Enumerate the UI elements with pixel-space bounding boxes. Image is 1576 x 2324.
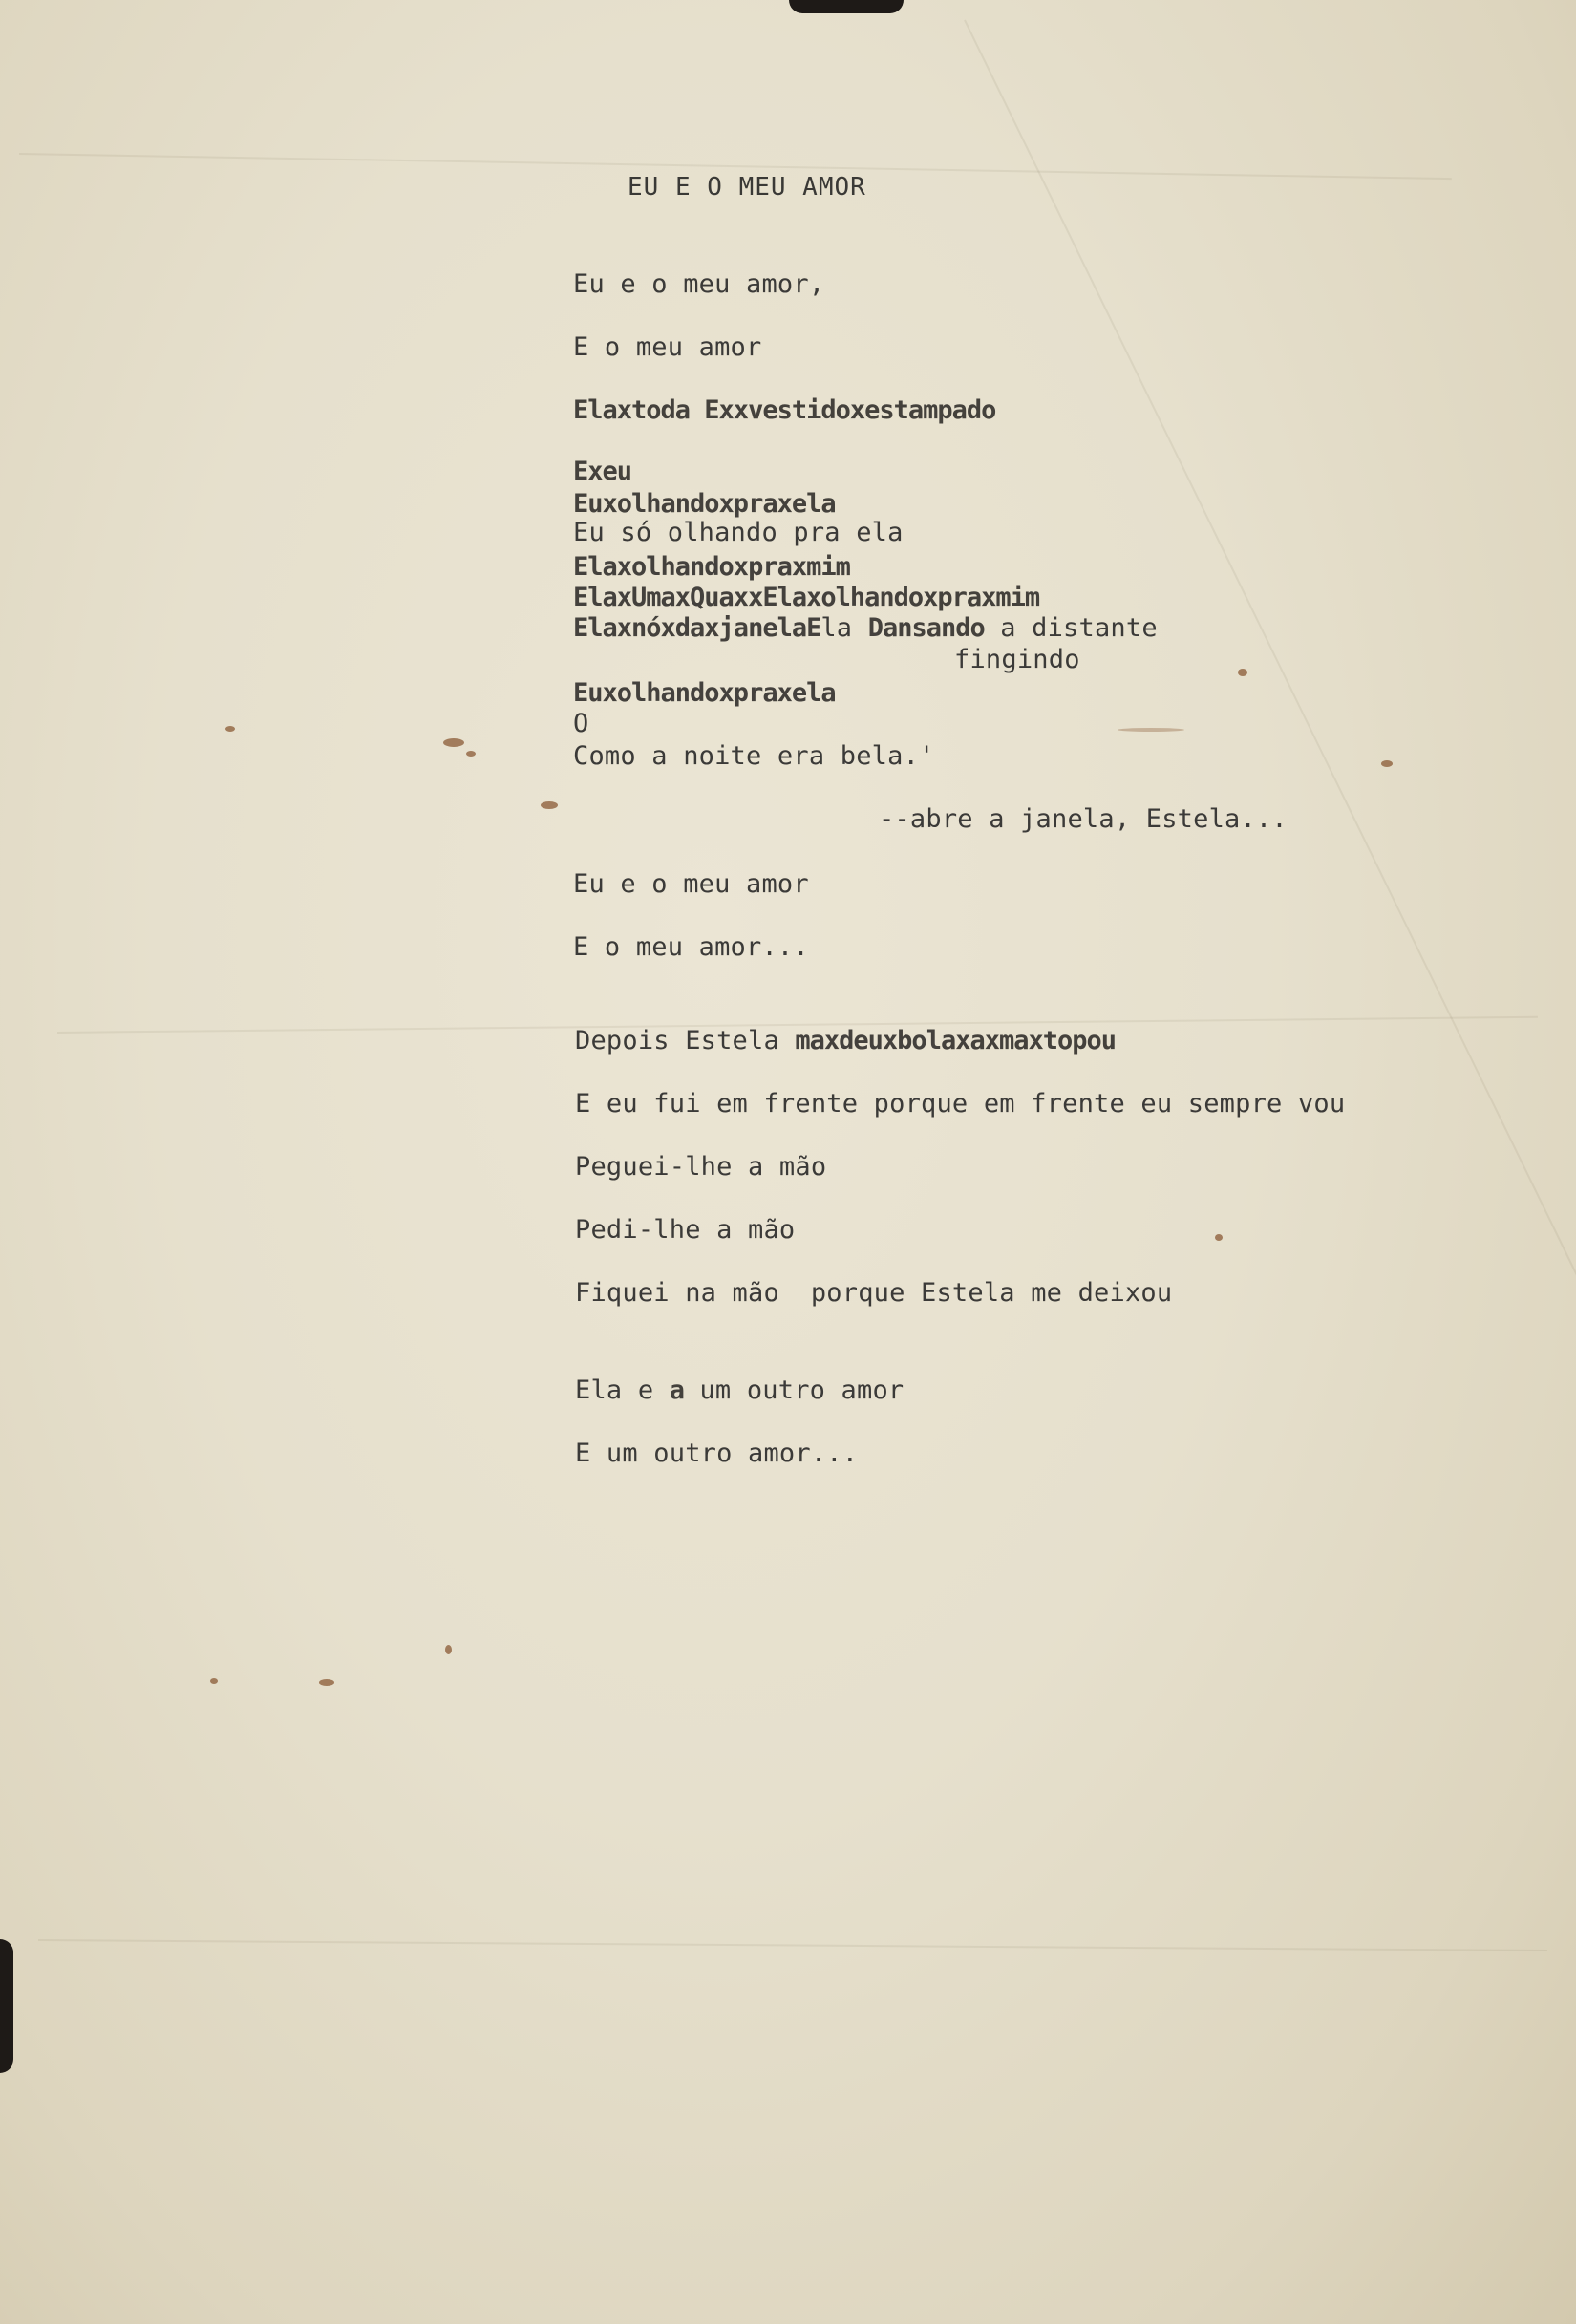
paper-crease [38, 1939, 1547, 1951]
poem-line: O [573, 709, 589, 738]
struck-out-line: Elaxtoda Exxvestidoxestampado [573, 395, 996, 425]
poem-line: Eu só olhando pra ela [573, 518, 904, 547]
struck-out-line: Exeu [573, 457, 632, 486]
ink-stain [443, 738, 464, 747]
poem-line: Fiquei na mão porque Estela me deixou [575, 1278, 1173, 1308]
poem-line-mixed [573, 613, 1158, 644]
struck-out-line: Euxolhandoxpraxela [573, 678, 836, 708]
poem-line: --abre a janela, Estela... [879, 804, 1288, 834]
poem-line: fingindo [954, 645, 1080, 674]
poem-title: EU E O MEU AMOR [628, 173, 866, 202]
ink-stain [1381, 760, 1393, 767]
ink-stain [319, 1679, 334, 1686]
line-text: Depois Estela [575, 1026, 796, 1055]
ink-stain [1215, 1234, 1223, 1241]
struck-out-line: ElaxUmaxQuaxxElaxolhandoxpraxmim [573, 583, 1040, 612]
struck-out-line: Elaxolhandoxpraxmim [573, 552, 850, 582]
poem-line: E o meu amor... [573, 932, 809, 962]
torn-edge-top [789, 0, 904, 13]
poem-line-mixed [575, 1375, 904, 1406]
ink-stain [541, 801, 558, 809]
line-text: a distante [984, 613, 1158, 643]
poem-line: E o meu amor [573, 332, 762, 362]
struck-out-text: ElaxnóxdaxjanelaE [573, 613, 821, 643]
line-text: la [820, 613, 868, 643]
ink-stain [1118, 728, 1184, 732]
ink-stain [466, 751, 476, 757]
struck-out-text: maxdeuxbolaxaxmaxtopou [795, 1026, 1117, 1055]
ink-stain [1238, 669, 1247, 676]
poem-line: Pedi-lhe a mão [575, 1215, 796, 1245]
poem-line: E eu fui em frente porque em frente eu sempre vou [575, 1089, 1346, 1119]
poem-line: Eu e o meu amor [573, 869, 809, 899]
struck-out-text: Dansando [867, 613, 985, 643]
struck-out-line: Euxolhandoxpraxela [573, 489, 836, 519]
poem-line: Peguei-lhe a mão [575, 1152, 827, 1182]
poem-line: Eu e o meu amor, [573, 269, 825, 299]
ink-stain [210, 1678, 218, 1684]
poem-line: E um outro amor... [575, 1439, 859, 1468]
struck-out-text: a [669, 1375, 684, 1405]
poem-line-mixed [575, 1026, 1116, 1056]
torn-edge-left [0, 1939, 13, 2073]
poem-line: Como a noite era bela.' [573, 741, 935, 771]
ink-stain [445, 1645, 452, 1654]
ink-stain [225, 726, 235, 732]
line-text: Ela e [575, 1375, 670, 1405]
line-text: um outro amor [684, 1375, 905, 1405]
